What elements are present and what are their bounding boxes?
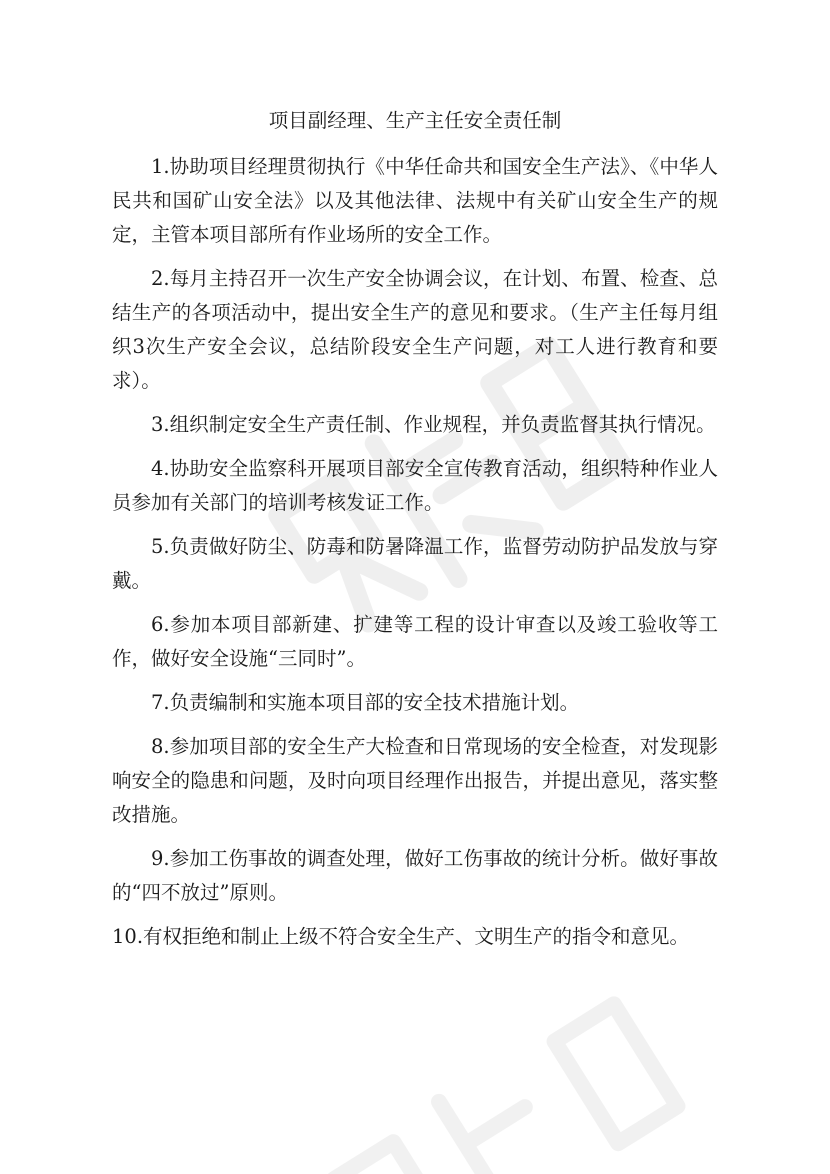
watermark-logo-bottom <box>279 944 741 1174</box>
paragraph-8: 8.参加项目部的安全生产大检查和日常现场的安全检查，对发现影响安全的隐患和问题，及时向项目经理作出报告，并提出意见，落实整改措施。 <box>112 735 718 826</box>
paragraph-1: 1.协助项目经理贯彻执行《中华任命共和国安全生产法》、《中华人民共和国矿山安全法》以及其他法律、法规中有关矿山安全生产的规定，主管本项目部所有作业场所的安全工作。 <box>112 155 718 246</box>
paragraph-2: 2.每月主持召开一次生产安全协调会议，在计划、布置、检查、总结生产的各项活动中，提出安全生产的意见和要求。（生产主任每月组织3次生产安全会议，总结阶段安全生产问题，对工人进行教育和要求）。 <box>112 267 718 392</box>
paragraph-6: 6.参加本项目部新建、扩建等工程的设计审查以及竣工验收等工作，做好安全设施“三同时”。 <box>112 613 718 670</box>
paragraph-10: 10.有权拒绝和制止上级不符合安全生产、文明生产的指令和意见。 <box>112 925 690 948</box>
paragraph-4: 4.协助安全监察科开展项目部安全宣传教育活动，组织特种作业人员参加有关部门的培训考核发证工作。 <box>112 457 718 514</box>
document-title: 项目副经理、生产主任安全责任制 <box>268 109 562 132</box>
paragraph-3: 3.组织制定安全生产责任制、作业规程，并负责监督其执行情况。 <box>151 413 716 436</box>
paragraph-7: 7.负责编制和实施本项目部的安全技术措施计划。 <box>151 691 580 714</box>
paragraph-5: 5.负责做好防尘、防毒和防暑降温工作，监督劳动防护品发放与穿戴。 <box>112 535 718 592</box>
document-body <box>112 104 718 964</box>
paragraph-9: 9.参加工伤事故的调查处理，做好工伤事故的统计分析。做好事故的“四不放过”原则。 <box>112 847 718 904</box>
